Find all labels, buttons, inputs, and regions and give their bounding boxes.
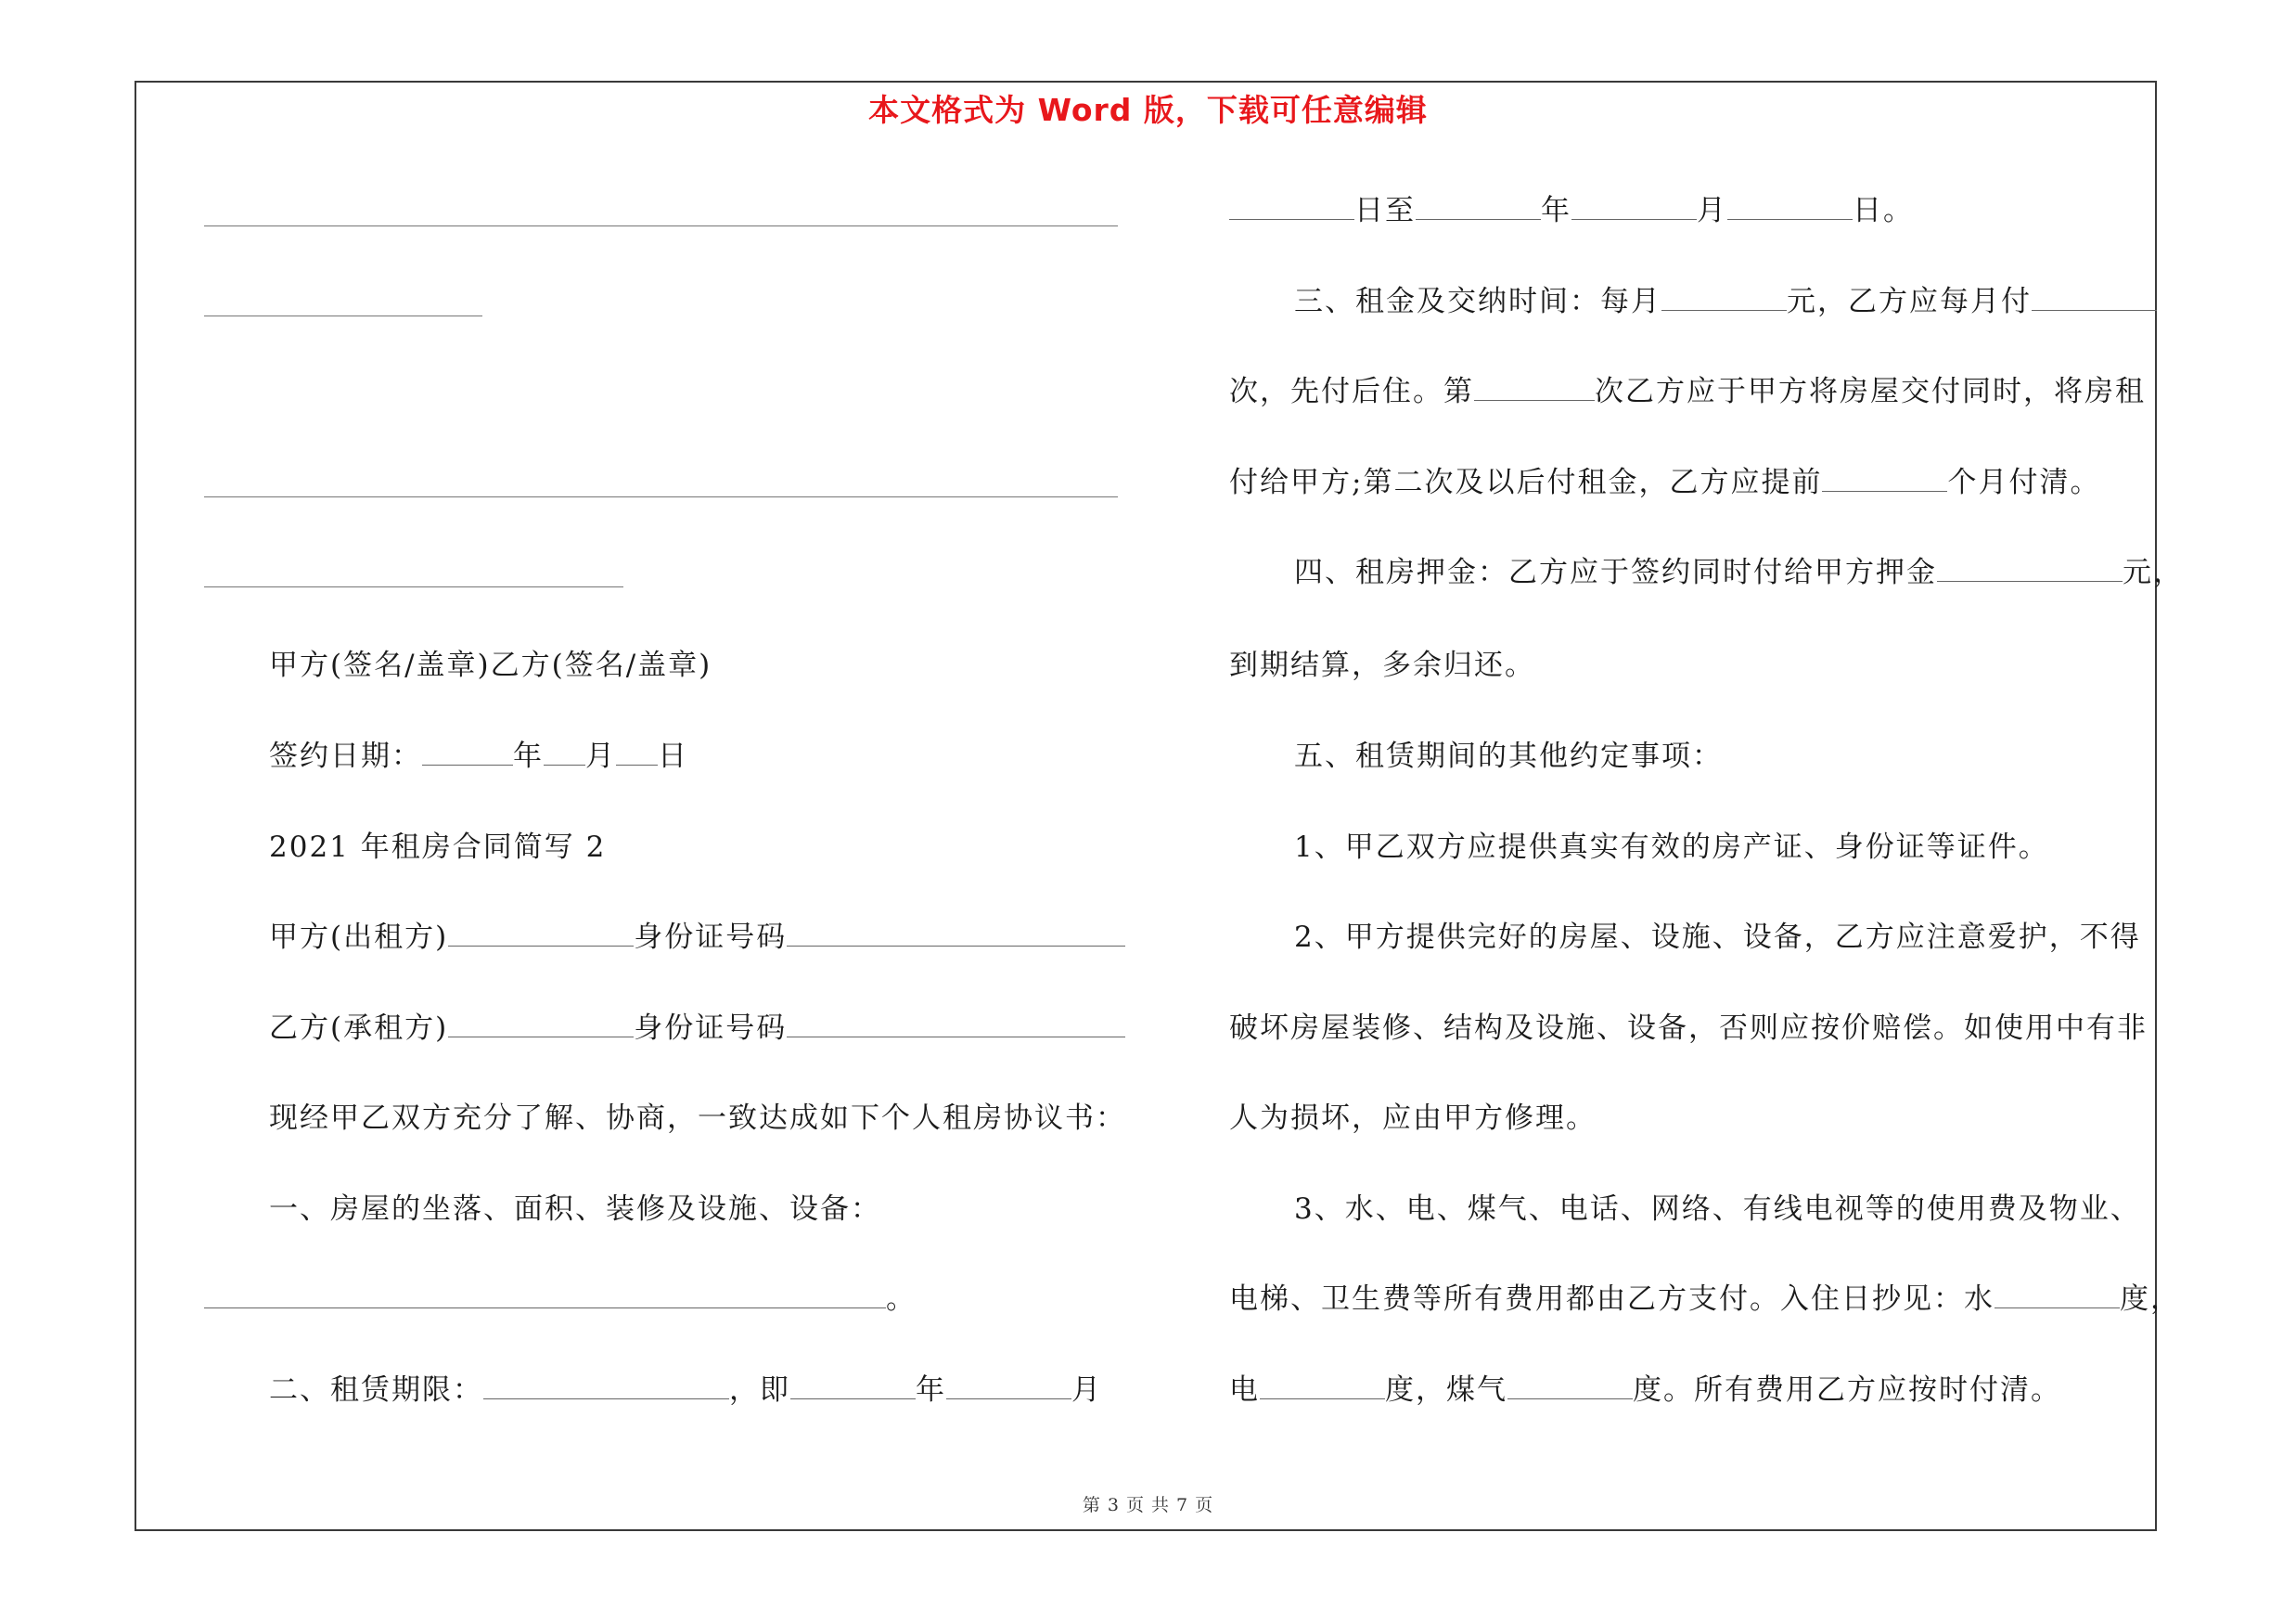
pay-later-label: 付给甲方;第二次及以后付租金，乙方应提前 bbox=[1229, 466, 1823, 499]
id-label: 身份证号码 bbox=[634, 921, 788, 954]
item-3-line-1 bbox=[1294, 1191, 2141, 1228]
property-blank bbox=[204, 1282, 886, 1308]
section-2-ji: ，即 bbox=[729, 1373, 790, 1407]
water-reading-blank bbox=[1995, 1282, 2120, 1308]
section-3-line-3 bbox=[1229, 464, 2100, 501]
start-month-blank bbox=[946, 1372, 1071, 1399]
pay-delivery-label: 次乙方应于甲方将房屋交付同时，将房租 bbox=[1595, 375, 2146, 408]
end-year-label: 年 bbox=[1541, 194, 1571, 227]
party-b-name-blank bbox=[448, 1011, 634, 1037]
page-number: 第 3 页 共 7 页 bbox=[1082, 1495, 1214, 1515]
section-2-label: 二、租赁期限： bbox=[269, 1373, 483, 1407]
rent-amount-blank bbox=[1661, 284, 1787, 311]
contract-title bbox=[269, 829, 606, 866]
rent-label: 三、租金及交纳时间：每月 bbox=[1294, 285, 1661, 318]
start-year-blank bbox=[790, 1372, 916, 1399]
pay-first-label: 次，先付后住。第 bbox=[1229, 375, 1474, 408]
party-b-line bbox=[269, 1010, 1125, 1047]
gas-label: 度，煤气 bbox=[1385, 1373, 1507, 1407]
start-month-label: 月 bbox=[1071, 1373, 1102, 1407]
pay-times-blank bbox=[2032, 284, 2157, 311]
end-year-blank bbox=[1416, 193, 1541, 220]
party-b-id-blank bbox=[787, 1011, 1125, 1037]
term-blank bbox=[483, 1372, 729, 1399]
section-4-line-1 bbox=[1294, 554, 2184, 591]
end-day-blank bbox=[1727, 193, 1853, 220]
rent-unit-label: 元，乙方应每月付 bbox=[1787, 285, 2032, 318]
section-1-text: 一、房屋的坐落、面积、装修及设施、设备： bbox=[269, 1192, 881, 1226]
item-2-text-c: 人为损坏，应由甲方修理。 bbox=[1229, 1101, 1597, 1135]
item-3-text-a: 3、水、电、煤气、电话、网络、有线电视等的使用费及物业、 bbox=[1294, 1192, 2141, 1226]
item-3-line-2 bbox=[1229, 1281, 2181, 1318]
intro-text: 现经甲乙双方充分了解、协商，一致达成如下个人租房协议书： bbox=[269, 1101, 1126, 1135]
item-2-line-2 bbox=[1229, 1010, 2148, 1047]
party-a-name-blank bbox=[448, 920, 634, 947]
id-label: 身份证号码 bbox=[634, 1011, 788, 1045]
year-label: 年 bbox=[513, 740, 544, 773]
item-2-line-3 bbox=[1229, 1100, 1597, 1137]
section-5-heading bbox=[1294, 738, 1723, 775]
item-2-text-a: 2、甲方提供完好的房屋、设施、设备，乙方应注意爱护，不得 bbox=[1294, 921, 2141, 954]
section-3-line-2 bbox=[1229, 373, 2146, 410]
month-blank bbox=[544, 739, 585, 766]
contract-title-text: 2021 年租房合同简写 2 bbox=[269, 831, 607, 864]
party-b-label: 乙方(承租方) bbox=[269, 1011, 449, 1045]
installment-blank bbox=[1474, 374, 1595, 401]
section-5-text: 五、租赁期间的其他约定事项： bbox=[1294, 740, 1723, 773]
section-3-line-1 bbox=[1294, 283, 2157, 320]
signature-line bbox=[269, 647, 712, 684]
party-a-label: 甲方(出租方) bbox=[269, 921, 449, 954]
gas-reading-blank bbox=[1507, 1372, 1633, 1399]
end-day-label: 日。 bbox=[1853, 194, 1914, 227]
electric-label: 电 bbox=[1229, 1373, 1260, 1407]
item-1 bbox=[1294, 829, 2049, 866]
item-3-line-3 bbox=[1229, 1372, 2061, 1409]
end-month-label: 月 bbox=[1697, 194, 1727, 227]
year-blank bbox=[422, 739, 513, 766]
day-label: 日 bbox=[658, 740, 688, 773]
deposit-unit-label: 元， bbox=[2123, 556, 2184, 589]
section-4-line-2 bbox=[1229, 647, 1535, 684]
format-banner: 本文格式为 Word 版，下载可任意编辑 bbox=[868, 92, 1428, 128]
period-mark: 。 bbox=[886, 1282, 917, 1316]
term-continuation-line bbox=[1229, 192, 1914, 229]
blank-rule bbox=[204, 586, 623, 587]
fees-clear-label: 度。所有费用乙方应按时付清。 bbox=[1633, 1373, 2061, 1407]
item-2-text-b: 破坏房屋装修、结构及设施、设备，否则应按价赔偿。如使用中有非 bbox=[1229, 1011, 2148, 1045]
party-a-id-blank bbox=[787, 920, 1125, 947]
deposit-amount-blank bbox=[1937, 555, 2123, 582]
section-1-heading bbox=[269, 1191, 881, 1228]
section-2-line bbox=[269, 1372, 1102, 1409]
start-day-blank bbox=[1229, 193, 1354, 220]
party-a-line bbox=[269, 919, 1125, 956]
electric-reading-blank bbox=[1260, 1372, 1385, 1399]
deposit-return-text: 到期结算，多余归还。 bbox=[1229, 649, 1535, 682]
item-2-line-1 bbox=[1294, 919, 2141, 956]
water-unit-label: 度， bbox=[2120, 1282, 2181, 1316]
day-blank bbox=[616, 739, 658, 766]
start-year-label: 年 bbox=[916, 1373, 946, 1407]
pay-clear-label: 个月付清。 bbox=[1947, 466, 2101, 499]
intro-line bbox=[269, 1100, 1126, 1137]
months-ahead-blank bbox=[1822, 465, 1947, 492]
deposit-label: 四、租房押金：乙方应于签约同时付给甲方押金 bbox=[1294, 556, 1937, 589]
sign-date-line bbox=[269, 738, 688, 775]
blank-rule bbox=[204, 496, 1118, 497]
month-label: 月 bbox=[585, 740, 616, 773]
end-month-blank bbox=[1571, 193, 1697, 220]
blank-rule bbox=[204, 225, 1118, 226]
item-1-text: 1、甲乙双方应提供真实有效的房产证、身份证等证件。 bbox=[1294, 831, 2049, 864]
item-3-text-b: 电梯、卫生费等所有费用都由乙方支付。入住日抄见：水 bbox=[1229, 1282, 1995, 1316]
signature-text: 甲方(签名/盖章)乙方(签名/盖章) bbox=[269, 649, 712, 682]
section-1-fill-line bbox=[204, 1281, 917, 1318]
sign-date-label: 签约日期： bbox=[269, 740, 422, 773]
day-to-label: 日至 bbox=[1354, 194, 1416, 227]
